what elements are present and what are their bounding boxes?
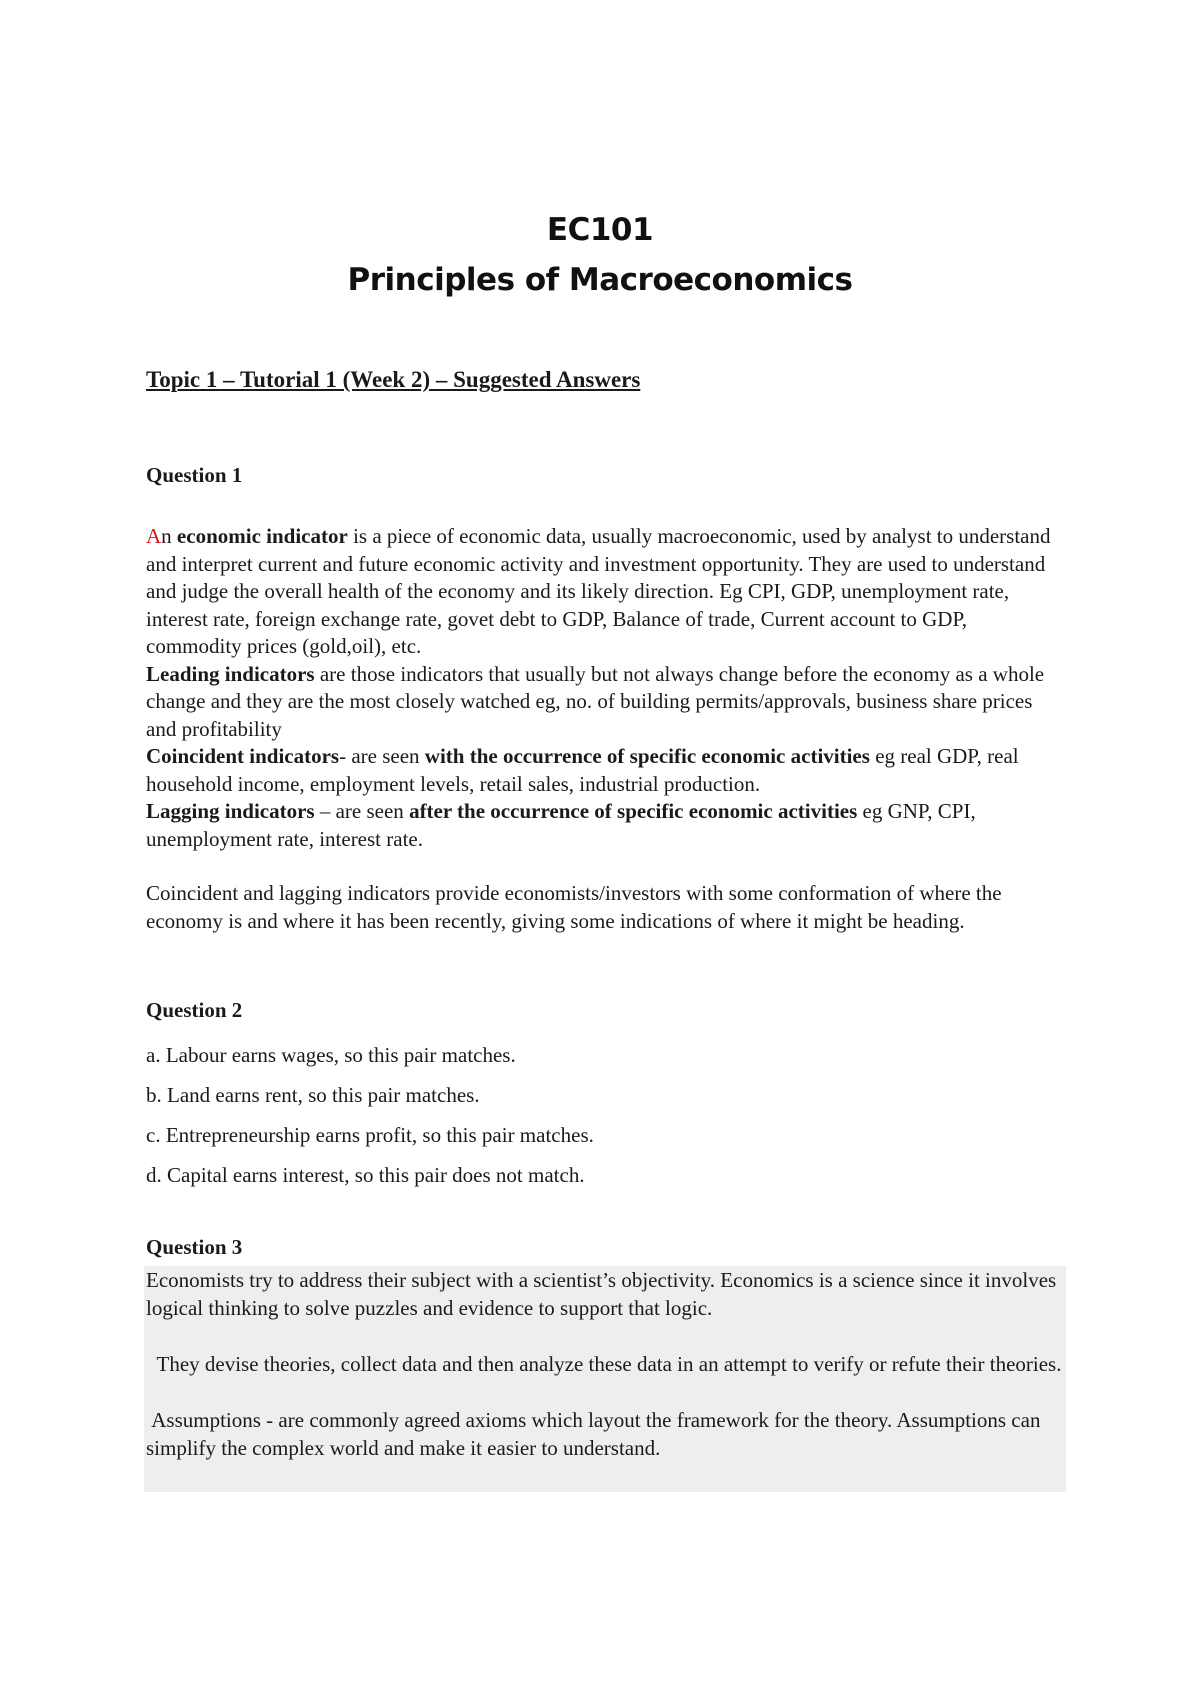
question-1-heading: Question 1 xyxy=(146,463,243,487)
leading-indicators-text: are those indicators that usually but not always change before the economy as a whole change and they are the most closely watched eg, no. of building permits/approvals, business share prices and profitability xyxy=(146,661,1045,741)
list-item: b. Land earns rent, so this pair matches. xyxy=(146,1083,480,1107)
course-title: Principles of Macroeconomics xyxy=(347,262,853,298)
question-1-answer xyxy=(146,523,1066,935)
economic-indicator-text: is a piece of economic data, usually macroeconomic, used by analyst to understand and interpret current and future economic activity and investment opportunity. They are used to understand and judge the overall health of the economy and its likely direction. Eg CPI, GDP, unemployment rate, interest rate, foreign exchange rate, govet debt to GDP, Balance of trade, Current account to GDP, commodity prices (gold,oil), etc. xyxy=(146,524,1051,658)
lagging-text-a: – are seen xyxy=(314,799,410,823)
topic-heading: Topic 1 – Tutorial 1 (Week 2) – Suggested Answers xyxy=(146,367,641,392)
closing-paragraph: Coincident and lagging indicators provide economists/investors with some conformation of where the economy is and where it has been recently, giving some indications of where it might be heading. xyxy=(146,881,1002,933)
question-2-answer-list xyxy=(146,1041,594,1201)
question-2-heading: Question 2 xyxy=(146,998,243,1022)
intro-n: n xyxy=(161,524,177,548)
lagging-text-b: eg GNP, CPI, unemployment rate, interest rate. xyxy=(146,799,976,851)
course-code: EC101 xyxy=(546,212,654,248)
coincident-bold-phrase: with the occurrence of specific economic activities xyxy=(424,744,870,768)
list-item: a. Labour earns wages, so this pair matches. xyxy=(146,1043,516,1067)
term-leading-indicators: Leading indicators xyxy=(146,661,315,686)
coincident-indicators-paragraph xyxy=(146,743,1066,798)
list-item: c. Entrepreneurship earns profit, so this pair matches. xyxy=(146,1123,594,1147)
document-title xyxy=(0,205,1200,305)
question-3-heading: Question 3 xyxy=(146,1235,243,1259)
question-3-answer-box xyxy=(144,1266,1066,1492)
list-item: d. Capital earns interest, so this pair does not match. xyxy=(146,1163,585,1187)
lagging-bold-phrase: after the occurrence of specific economic activities xyxy=(409,799,858,823)
lagging-indicators-paragraph xyxy=(146,798,1066,853)
term-economic-indicator: economic indicator xyxy=(176,524,348,548)
red-initial-letter: A xyxy=(146,524,162,548)
coincident-text-a: - are seen xyxy=(339,744,425,768)
economic-indicator-paragraph xyxy=(146,523,1066,661)
term-coincident-indicators: Coincident indicators xyxy=(146,744,340,768)
question-3-paragraph: They devise theories, collect data and then analyze these data in an attempt to verify or refute their theories. xyxy=(146,1352,1062,1376)
question-3-paragraph: Assumptions - are commonly agreed axioms which layout the framework for the theory. Assumptions can simplify the complex world and make it easier to understand. xyxy=(146,1408,1046,1460)
term-lagging-indicators: Lagging indicators xyxy=(146,799,315,823)
leading-indicators-paragraph xyxy=(146,661,1066,744)
question-3-paragraph: Economists try to address their subject with a scientist’s objectivity. Economics is a science since it involves logical thinking to solve puzzles and evidence to support that logic. xyxy=(146,1268,1057,1320)
coincident-text-b: eg real GDP, real household income, employment levels, retail sales, industrial production. xyxy=(146,744,1019,796)
